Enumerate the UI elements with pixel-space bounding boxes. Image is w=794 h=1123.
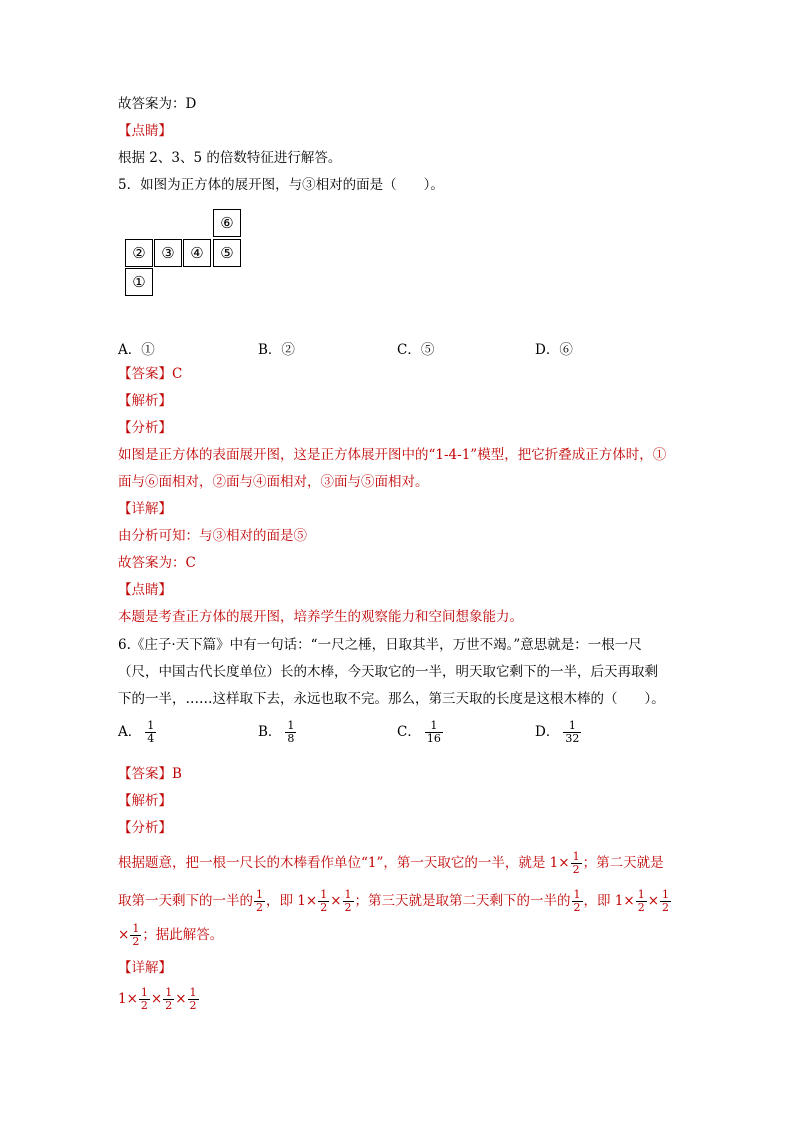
fraction-half: [130, 923, 141, 948]
option-label: A．: [118, 724, 142, 740]
net-cell-6: ⑥: [213, 209, 241, 237]
denominator: 32: [565, 732, 580, 745]
denominator: 4: [147, 732, 155, 745]
numerator: 1: [287, 719, 295, 732]
numerator: 1: [320, 888, 328, 901]
section-tag-fenxi: 【分析】: [118, 420, 172, 436]
fraction-half: [660, 889, 671, 914]
fraction-half: [571, 851, 582, 876]
option-label: D．: [535, 724, 560, 740]
denominator: 2: [140, 999, 148, 1012]
option-b: [258, 720, 297, 745]
number-one: 1: [118, 991, 127, 1007]
times-sign: ×: [330, 893, 342, 909]
numerator: 1: [563, 720, 581, 733]
fraction-half: [254, 889, 265, 914]
times-sign: ×: [150, 991, 163, 1007]
option-label: C．: [397, 724, 421, 740]
option-d: [535, 720, 582, 745]
net-cell-2: ②: [125, 239, 153, 267]
numerator: 1: [256, 888, 263, 901]
question-6-line-1: 6.《庄子·天下篇》中有一句话：“一尺之棰，日取其半，万世不竭。”意思就是：一根一尺: [118, 637, 642, 653]
fraction-half: [139, 987, 150, 1012]
section-tag-dianjing: 【点睛】: [118, 582, 172, 598]
numerator: 1: [140, 986, 148, 999]
net-cell-5: ⑤: [213, 239, 241, 267]
answer-tag: 【答案】B: [118, 766, 182, 782]
fraction-half: [318, 889, 329, 914]
times-sign: ×: [175, 991, 187, 1007]
fenxi-text: ；第二天就是: [582, 855, 664, 871]
numerator: 1: [165, 986, 173, 999]
option-a: [118, 720, 157, 745]
fraction: [145, 720, 156, 745]
fenxi-text: 取第一天剩下的一半的: [118, 893, 253, 909]
numerator: 1: [189, 986, 197, 999]
times-sign: ×: [118, 927, 130, 943]
denominator: 2: [256, 901, 263, 914]
times-sign: ×: [126, 991, 138, 1007]
option-label: B．: [258, 724, 282, 740]
section-tag-xiangjie: 【详解】: [118, 501, 172, 517]
net-cell-4: ④: [183, 239, 211, 267]
numerator: 1: [662, 888, 670, 901]
section-tag-xiangjie: 【详解】: [118, 960, 172, 976]
denominator: 2: [637, 901, 645, 914]
numerator: 1: [637, 888, 645, 901]
fenxi-text-line-3: [118, 920, 223, 950]
times-sign: ×: [647, 893, 660, 909]
option-d: D．⑥: [535, 342, 573, 358]
denominator: 16: [426, 732, 441, 745]
numerator: 1: [132, 922, 140, 935]
fenxi-text: ，即 1×: [266, 893, 318, 909]
dianjing-text: 根据 2、3、5 的倍数特征进行解答。: [118, 150, 342, 166]
fraction-half: [636, 889, 647, 914]
fraction: [425, 720, 443, 745]
section-tag-jiexi: 【解析】: [118, 793, 172, 809]
denominator: 8: [287, 732, 295, 745]
fenxi-text-line-1: [118, 848, 664, 878]
denominator: 2: [132, 935, 140, 948]
denominator: 2: [165, 999, 173, 1012]
option-b: B．②: [258, 342, 295, 358]
fraction-half: [188, 987, 199, 1012]
fraction-half: [343, 889, 354, 914]
answer-line: 故答案为：D: [118, 96, 197, 112]
numerator: 1: [344, 888, 352, 901]
section-tag-jiexi: 【解析】: [118, 393, 172, 409]
denominator: 2: [572, 863, 580, 876]
option-c: C．⑤: [397, 342, 435, 358]
denominator: 2: [344, 901, 352, 914]
fenxi-text: ；据此解答。: [142, 927, 224, 943]
fenxi-text: ，即 1×: [583, 893, 635, 909]
answer-line: 故答案为：C: [118, 555, 196, 571]
fraction-half: [572, 889, 583, 914]
denominator: 2: [189, 999, 197, 1012]
numerator: 1: [573, 888, 581, 901]
denominator: 2: [320, 901, 328, 914]
numerator: 1: [572, 850, 580, 863]
fraction-half: [163, 987, 174, 1012]
fenxi-text: 根据题意，把一根一尺长的木棒看作单位“1”，第一天取它的一半，就是 1×: [118, 855, 570, 871]
section-tag-fenxi: 【分析】: [118, 820, 172, 836]
fenxi-text-line-2: [118, 886, 672, 916]
net-cell-1: ①: [125, 268, 153, 296]
question-6-line-3: 下的一半，……这样取下去，永远也取不完。那么，第三天取的长度是这根木棒的（ ）。: [118, 691, 665, 707]
fenxi-text: ；第三天就是取第二天剩下的一半的: [354, 893, 571, 909]
fenxi-text-line-2: 面与⑥面相对，②面与④面相对，③面与⑤面相对。: [118, 474, 429, 490]
option-c: [397, 720, 444, 745]
answer-tag: 【答案】C: [118, 366, 183, 382]
numerator: 1: [425, 720, 443, 733]
xiangjie-text: 由分析可知：与③相对的面是⑤: [118, 528, 307, 544]
net-cell-3: ③: [154, 239, 182, 267]
denominator: 2: [662, 901, 670, 914]
option-a: A．①: [118, 342, 155, 358]
question-5-text: 5．如图为正方体的展开图，与③相对的面是（ ）。: [118, 177, 444, 193]
numerator: 1: [147, 719, 155, 732]
fraction: [285, 720, 296, 745]
fenxi-text-line-1: 如图是正方体的表面展开图，这是正方体展开图中的“1-4-1”模型，把它折叠成正方体时，①: [118, 447, 667, 463]
section-tag-dianjing: 【点睛】: [118, 123, 172, 139]
denominator: 2: [573, 901, 581, 914]
dianjing-text: 本题是考查正方体的展开图，培养学生的观察能力和空间想象能力。: [118, 609, 523, 625]
fraction: [563, 720, 581, 745]
question-6-line-2: （尺，中国古代长度单位）长的木棒，今天取它的一半，明天取它剩下的一半，后天再取剩: [118, 664, 658, 680]
xiangjie-formula: [118, 984, 200, 1014]
